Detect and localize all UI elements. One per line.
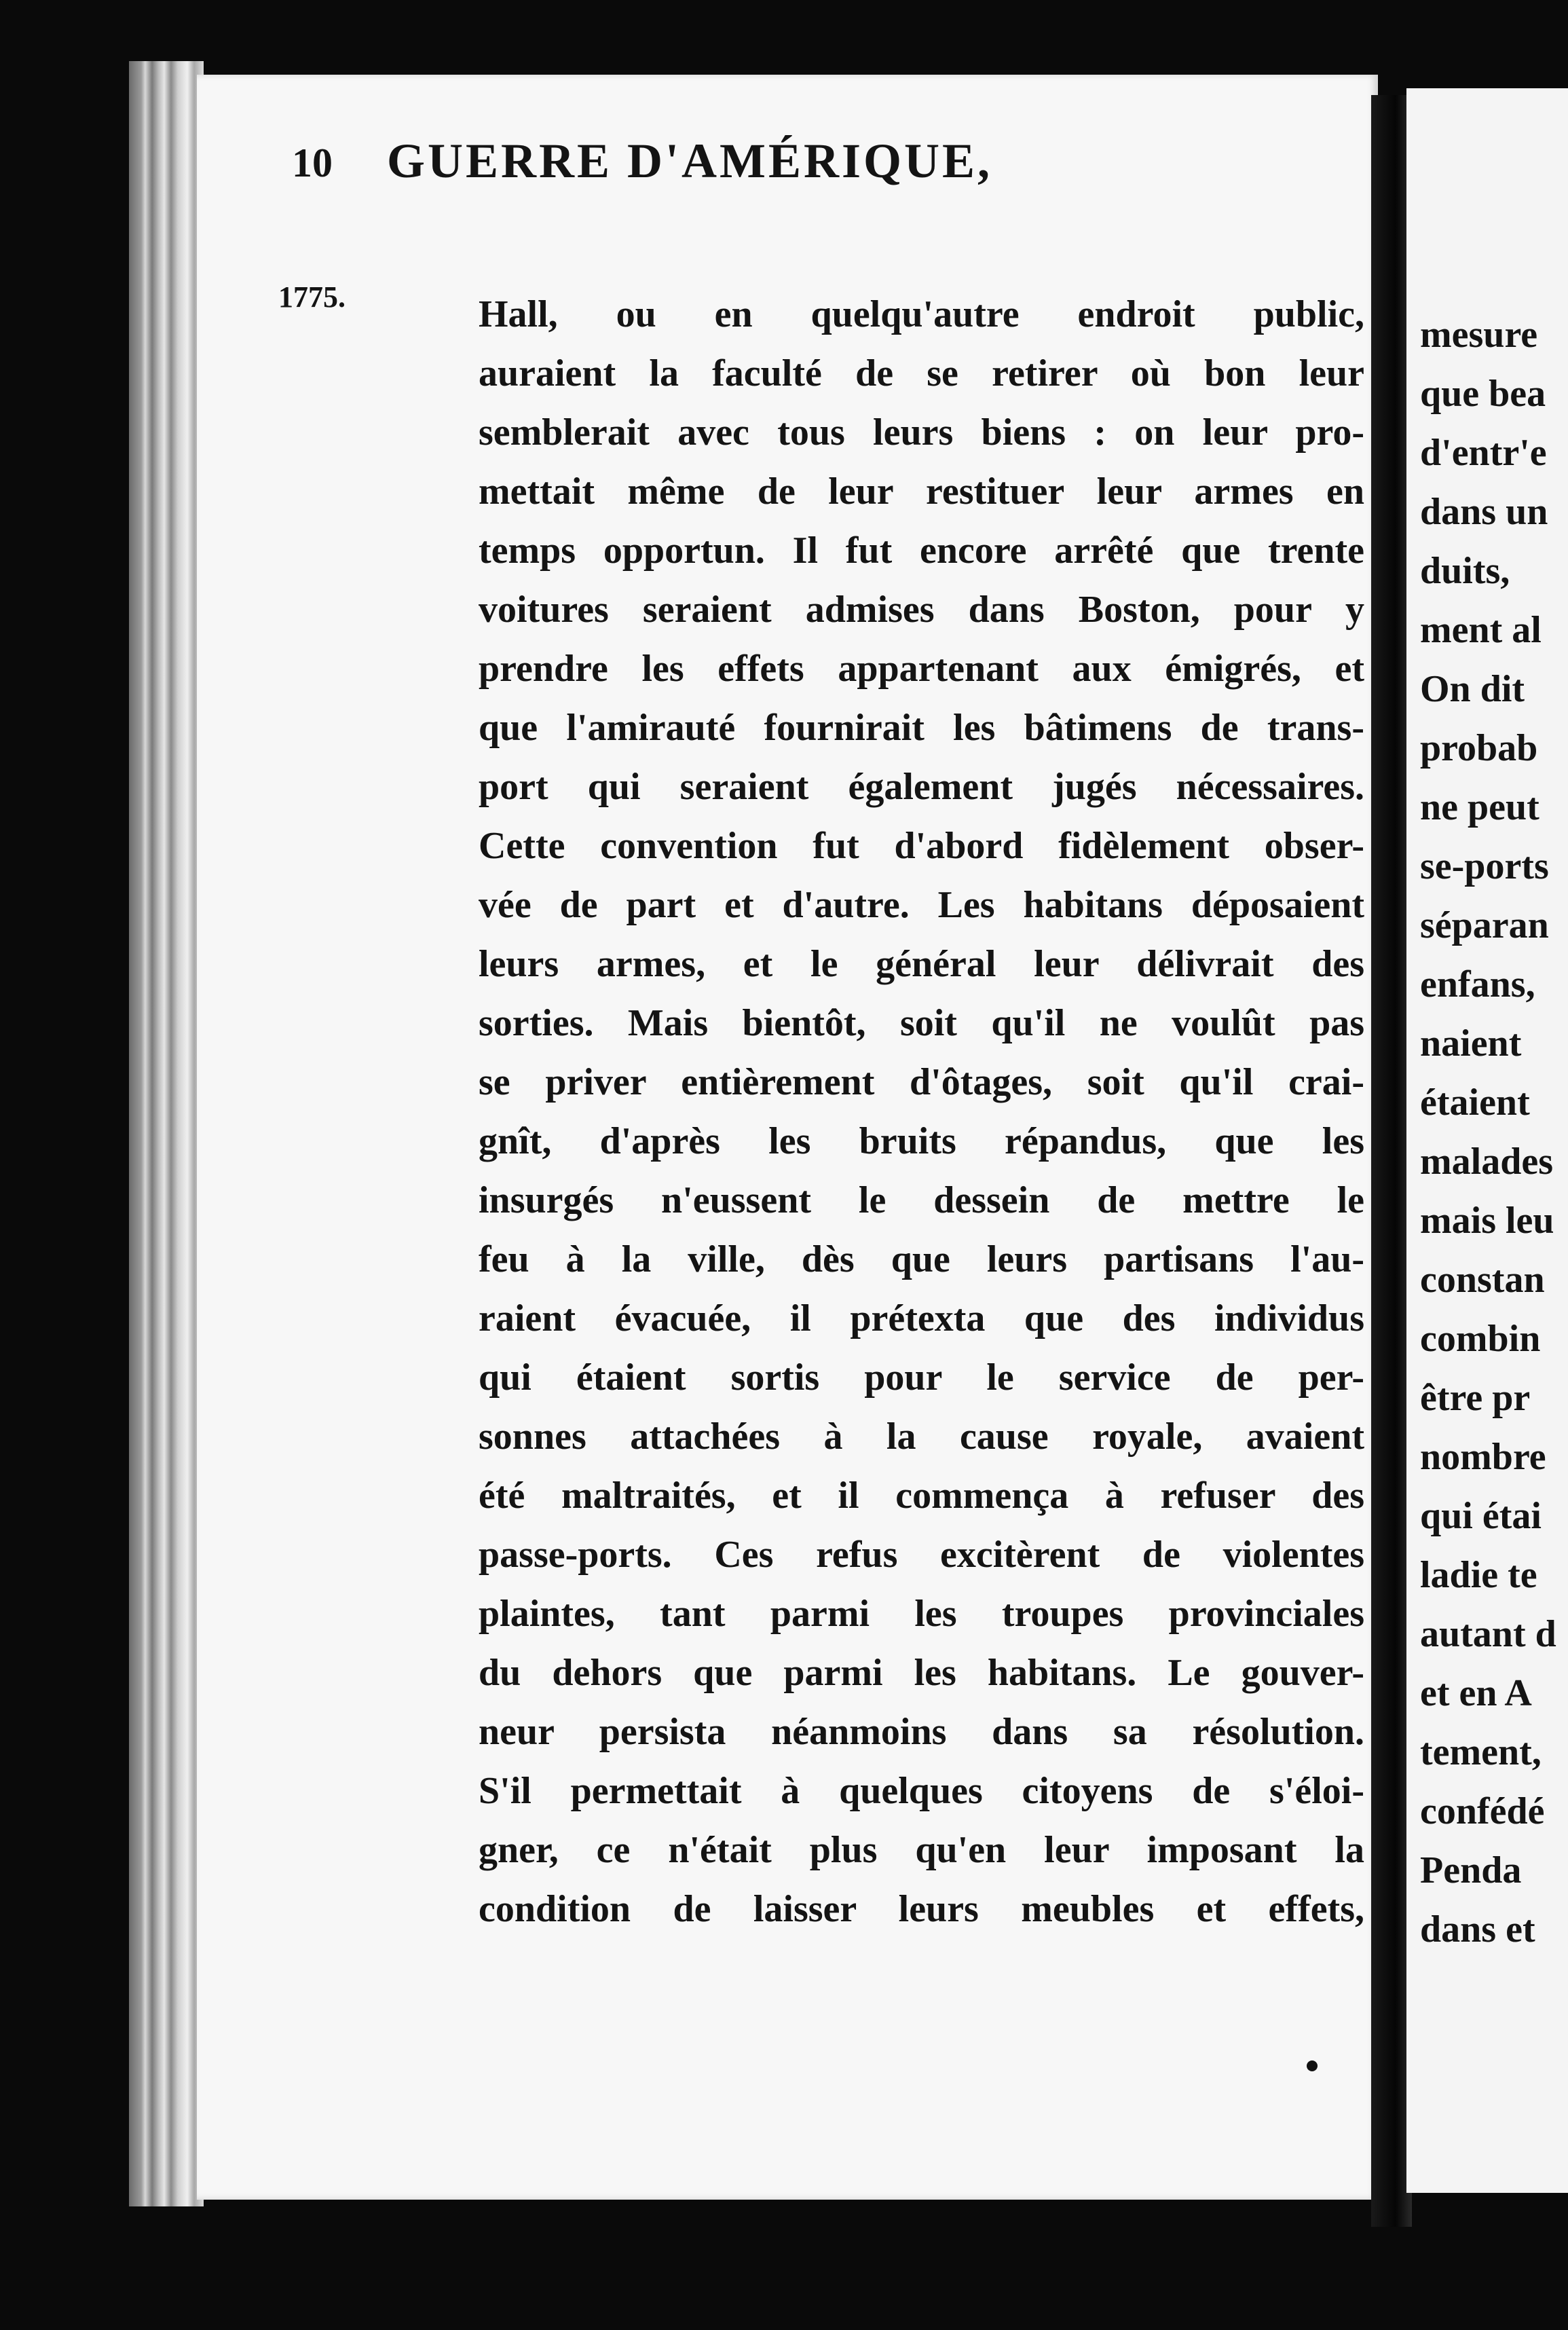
- body-line: Cette convention fut d'abord fidèlement obser-: [479, 825, 1364, 867]
- body-line: insurgés n'eussent le dessein de mettre le: [479, 1179, 1364, 1221]
- right-line: tement,: [1420, 1731, 1542, 1773]
- right-line: malades: [1420, 1141, 1553, 1183]
- body-line: passe-ports. Ces refus excitèrent de violentes: [479, 1534, 1364, 1576]
- right-line: étaient: [1420, 1081, 1530, 1124]
- right-line: constan: [1420, 1259, 1545, 1301]
- right-line: ladie te: [1420, 1554, 1537, 1596]
- gutter-shadow: [1371, 95, 1412, 2227]
- body-text: [479, 285, 1364, 1939]
- right-line: On dit: [1420, 668, 1525, 710]
- right-line: dans et: [1420, 1908, 1535, 1950]
- body-line: feu à la ville, dès que leurs partisans l'au-: [479, 1238, 1364, 1280]
- body-line: Hall, ou en quelqu'autre endroit public,: [479, 293, 1364, 335]
- body-line: auraient la faculté de se retirer où bon leur: [479, 352, 1364, 394]
- body-line: se priver entièrement d'ôtages, soit qu'il crai-: [479, 1061, 1364, 1103]
- right-line: que bea: [1420, 373, 1546, 415]
- right-line: ne peut: [1420, 786, 1539, 828]
- right-line: mesure: [1420, 314, 1538, 356]
- right-line: Penda: [1420, 1849, 1522, 1891]
- body-line: leurs armes, et le général leur délivrait des: [479, 943, 1364, 985]
- body-line: mettait même de leur restituer leur armes en: [479, 470, 1364, 513]
- body-line: que l'amirauté fournirait les bâtimens de trans-: [479, 707, 1364, 749]
- right-line: combin: [1420, 1318, 1541, 1360]
- right-page-fragment: [1406, 88, 1568, 2193]
- right-line: confédé: [1420, 1790, 1545, 1832]
- ink-speck: [1307, 2060, 1318, 2071]
- body-line: qui étaient sortis pour le service de per-: [479, 1356, 1364, 1399]
- body-line: gner, ce n'était plus qu'en leur imposant la: [479, 1829, 1364, 1871]
- right-line: naient: [1420, 1022, 1522, 1065]
- right-line: être pr: [1420, 1377, 1531, 1419]
- right-line: se-ports: [1420, 845, 1549, 887]
- page-header: [292, 133, 1242, 208]
- right-page-text: [1420, 306, 1556, 1959]
- right-line: et en A: [1420, 1672, 1532, 1714]
- right-line: nombre: [1420, 1436, 1546, 1478]
- body-line: vée de part et d'autre. Les habitans déposaient: [479, 884, 1364, 926]
- right-line: enfans,: [1420, 963, 1535, 1005]
- body-line: raient évacuée, il prétexta que des individus: [479, 1297, 1364, 1339]
- body-line: gnît, d'après les bruits répandus, que les: [479, 1120, 1364, 1162]
- body-line: sorties. Mais bientôt, soit qu'il ne voulût pas: [479, 1002, 1364, 1044]
- right-line: ment al: [1420, 609, 1542, 651]
- right-line: séparan: [1420, 904, 1549, 946]
- body-line: S'il permettait à quelques citoyens de s'éloi-: [479, 1770, 1364, 1812]
- right-line: autant d: [1420, 1613, 1556, 1655]
- body-line: du dehors que parmi les habitans. Le gouver-: [479, 1652, 1364, 1694]
- body-line: condition de laisser leurs meubles et effets,: [479, 1888, 1364, 1930]
- right-line: dans un: [1420, 491, 1548, 533]
- right-line: qui étai: [1420, 1495, 1542, 1537]
- right-line: probab: [1420, 727, 1538, 769]
- right-line: d'entr'e: [1420, 432, 1547, 474]
- running-title: GUERRE D'AMÉRIQUE,: [387, 134, 993, 188]
- right-line: mais leu: [1420, 1200, 1554, 1242]
- body-line: sonnes attachées à la cause royale, avaient: [479, 1416, 1364, 1458]
- body-line: semblerait avec tous leurs biens : on leur pro-: [479, 411, 1364, 454]
- page-number: 10: [292, 141, 333, 185]
- body-line: neur persista néanmoins dans sa résolution.: [479, 1711, 1364, 1753]
- margin-year: 1775.: [278, 280, 346, 314]
- body-line: voitures seraient admises dans Boston, pour y: [479, 589, 1364, 631]
- page-edges: [129, 61, 204, 2206]
- body-line: prendre les effets appartenant aux émigrés, et: [479, 648, 1364, 690]
- body-line: temps opportun. Il fut encore arrêté que trente: [479, 530, 1364, 572]
- body-line: port qui seraient également jugés nécessaires.: [479, 766, 1364, 808]
- body-line: plaintes, tant parmi les troupes provinciales: [479, 1593, 1364, 1635]
- body-line: été maltraités, et il commença à refuser des: [479, 1475, 1364, 1517]
- right-line: duits,: [1420, 550, 1510, 592]
